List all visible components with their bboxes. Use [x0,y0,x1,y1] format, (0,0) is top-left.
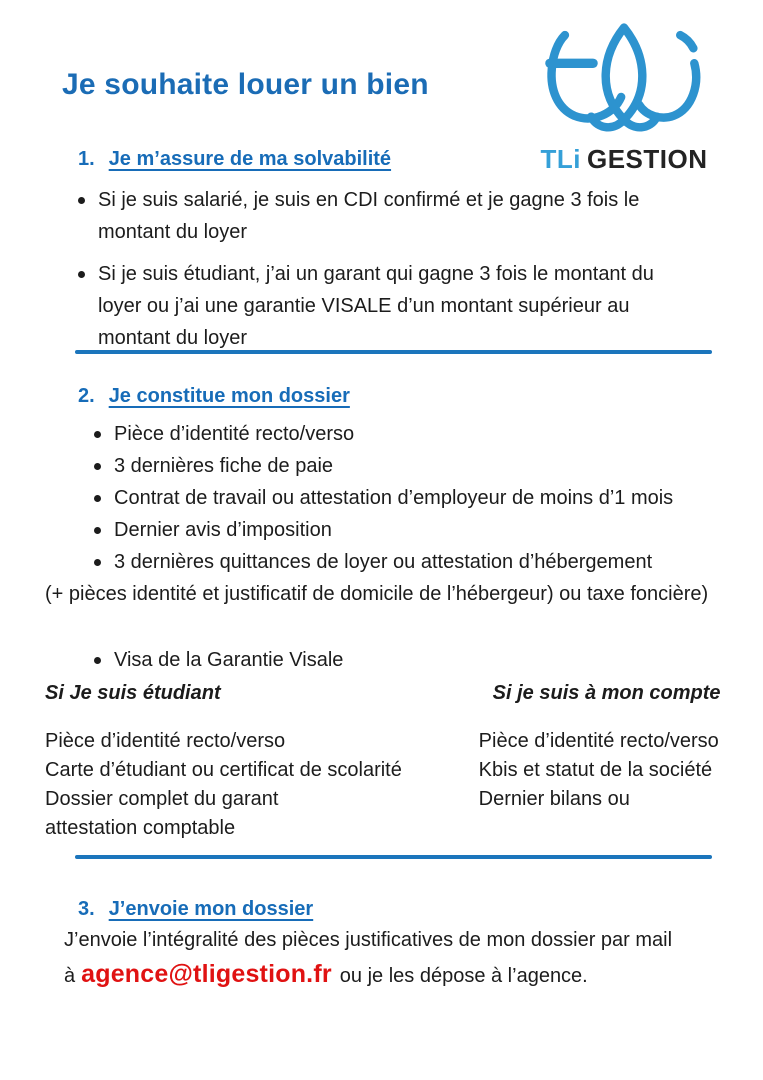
section-2-list-final [90,644,490,676]
list-item: Pièce d’identité recto/verso [90,418,730,450]
self-employed-column [479,682,725,843]
section-1-list [74,184,699,364]
column-line: Pièce d’identité recto/verso [45,730,286,752]
brand-name-secondary: GESTION [586,144,708,174]
brand-name [529,144,719,175]
email-suffix-text: ou je les dépose à l’agence. [339,965,588,987]
email-prefix-text: à [64,965,76,987]
column-line: Dernier bilans ou [478,788,630,810]
divider [75,350,712,354]
bullet-continuation-text: (+ pièces identité et justificatif de domicile de l’hébergeur) ou taxe foncière) [45,583,709,605]
student-column-heading: Si Je suis étudiant [45,682,221,704]
self-employed-column-heading: Si je suis à mon compte [492,682,721,704]
section-2-heading [78,385,350,408]
section-1-heading [78,148,391,171]
section-1-number: 1. [78,148,95,170]
profile-columns [45,682,725,843]
section-3-title: J’envoie mon dossier [108,898,314,920]
tli-flower-logo-icon [533,22,715,142]
brand-name-primary: TLi [540,144,581,174]
send-instructions-line2 [64,960,744,989]
list-item: Visa de la Garantie Visale [90,644,490,676]
company-logo [529,22,719,175]
page-title: Je souhaite louer un bien [62,68,429,101]
column-line: Kbis et statut de la société [478,759,713,781]
agency-email-link[interactable]: agence@tligestion.fr [81,960,332,988]
list-item: Si je suis étudiant, j’ai un garant qui gagne 3 fois le montant du loyer ou j’ai une garantie VISALE d’un montant supérieur au montant du loyer [74,258,699,354]
section-1-title: Je m’assure de ma solvabilité [108,148,392,170]
section-3-number: 3. [78,898,95,920]
section-2-number: 2. [78,385,95,407]
column-line: Dossier complet du garant [45,788,279,810]
student-column [45,682,469,843]
list-item: 3 dernières quittances de loyer ou attestation d’hébergement [90,546,730,578]
section-2-list [90,418,730,578]
divider [75,855,712,859]
list-item: Contrat de travail ou attestation d’employeur de moins d’1 mois [90,482,730,514]
list-item: Dernier avis d’imposition [90,514,730,546]
list-item: Si je suis salarié, je suis en CDI confirmé et je gagne 3 fois le montant du loyer [74,184,699,248]
list-item: 3 dernières fiche de paie [90,450,730,482]
column-line: attestation comptable [45,817,236,839]
send-instructions-line1: J’envoie l’intégralité des pièces justificatives de mon dossier par mail [64,929,673,951]
column-line: Carte d’étudiant ou certificat de scolarité [45,759,402,781]
section-3-heading [78,898,313,921]
section-2-title: Je constitue mon dossier [108,385,350,407]
column-line: Pièce d’identité recto/verso [478,730,719,752]
